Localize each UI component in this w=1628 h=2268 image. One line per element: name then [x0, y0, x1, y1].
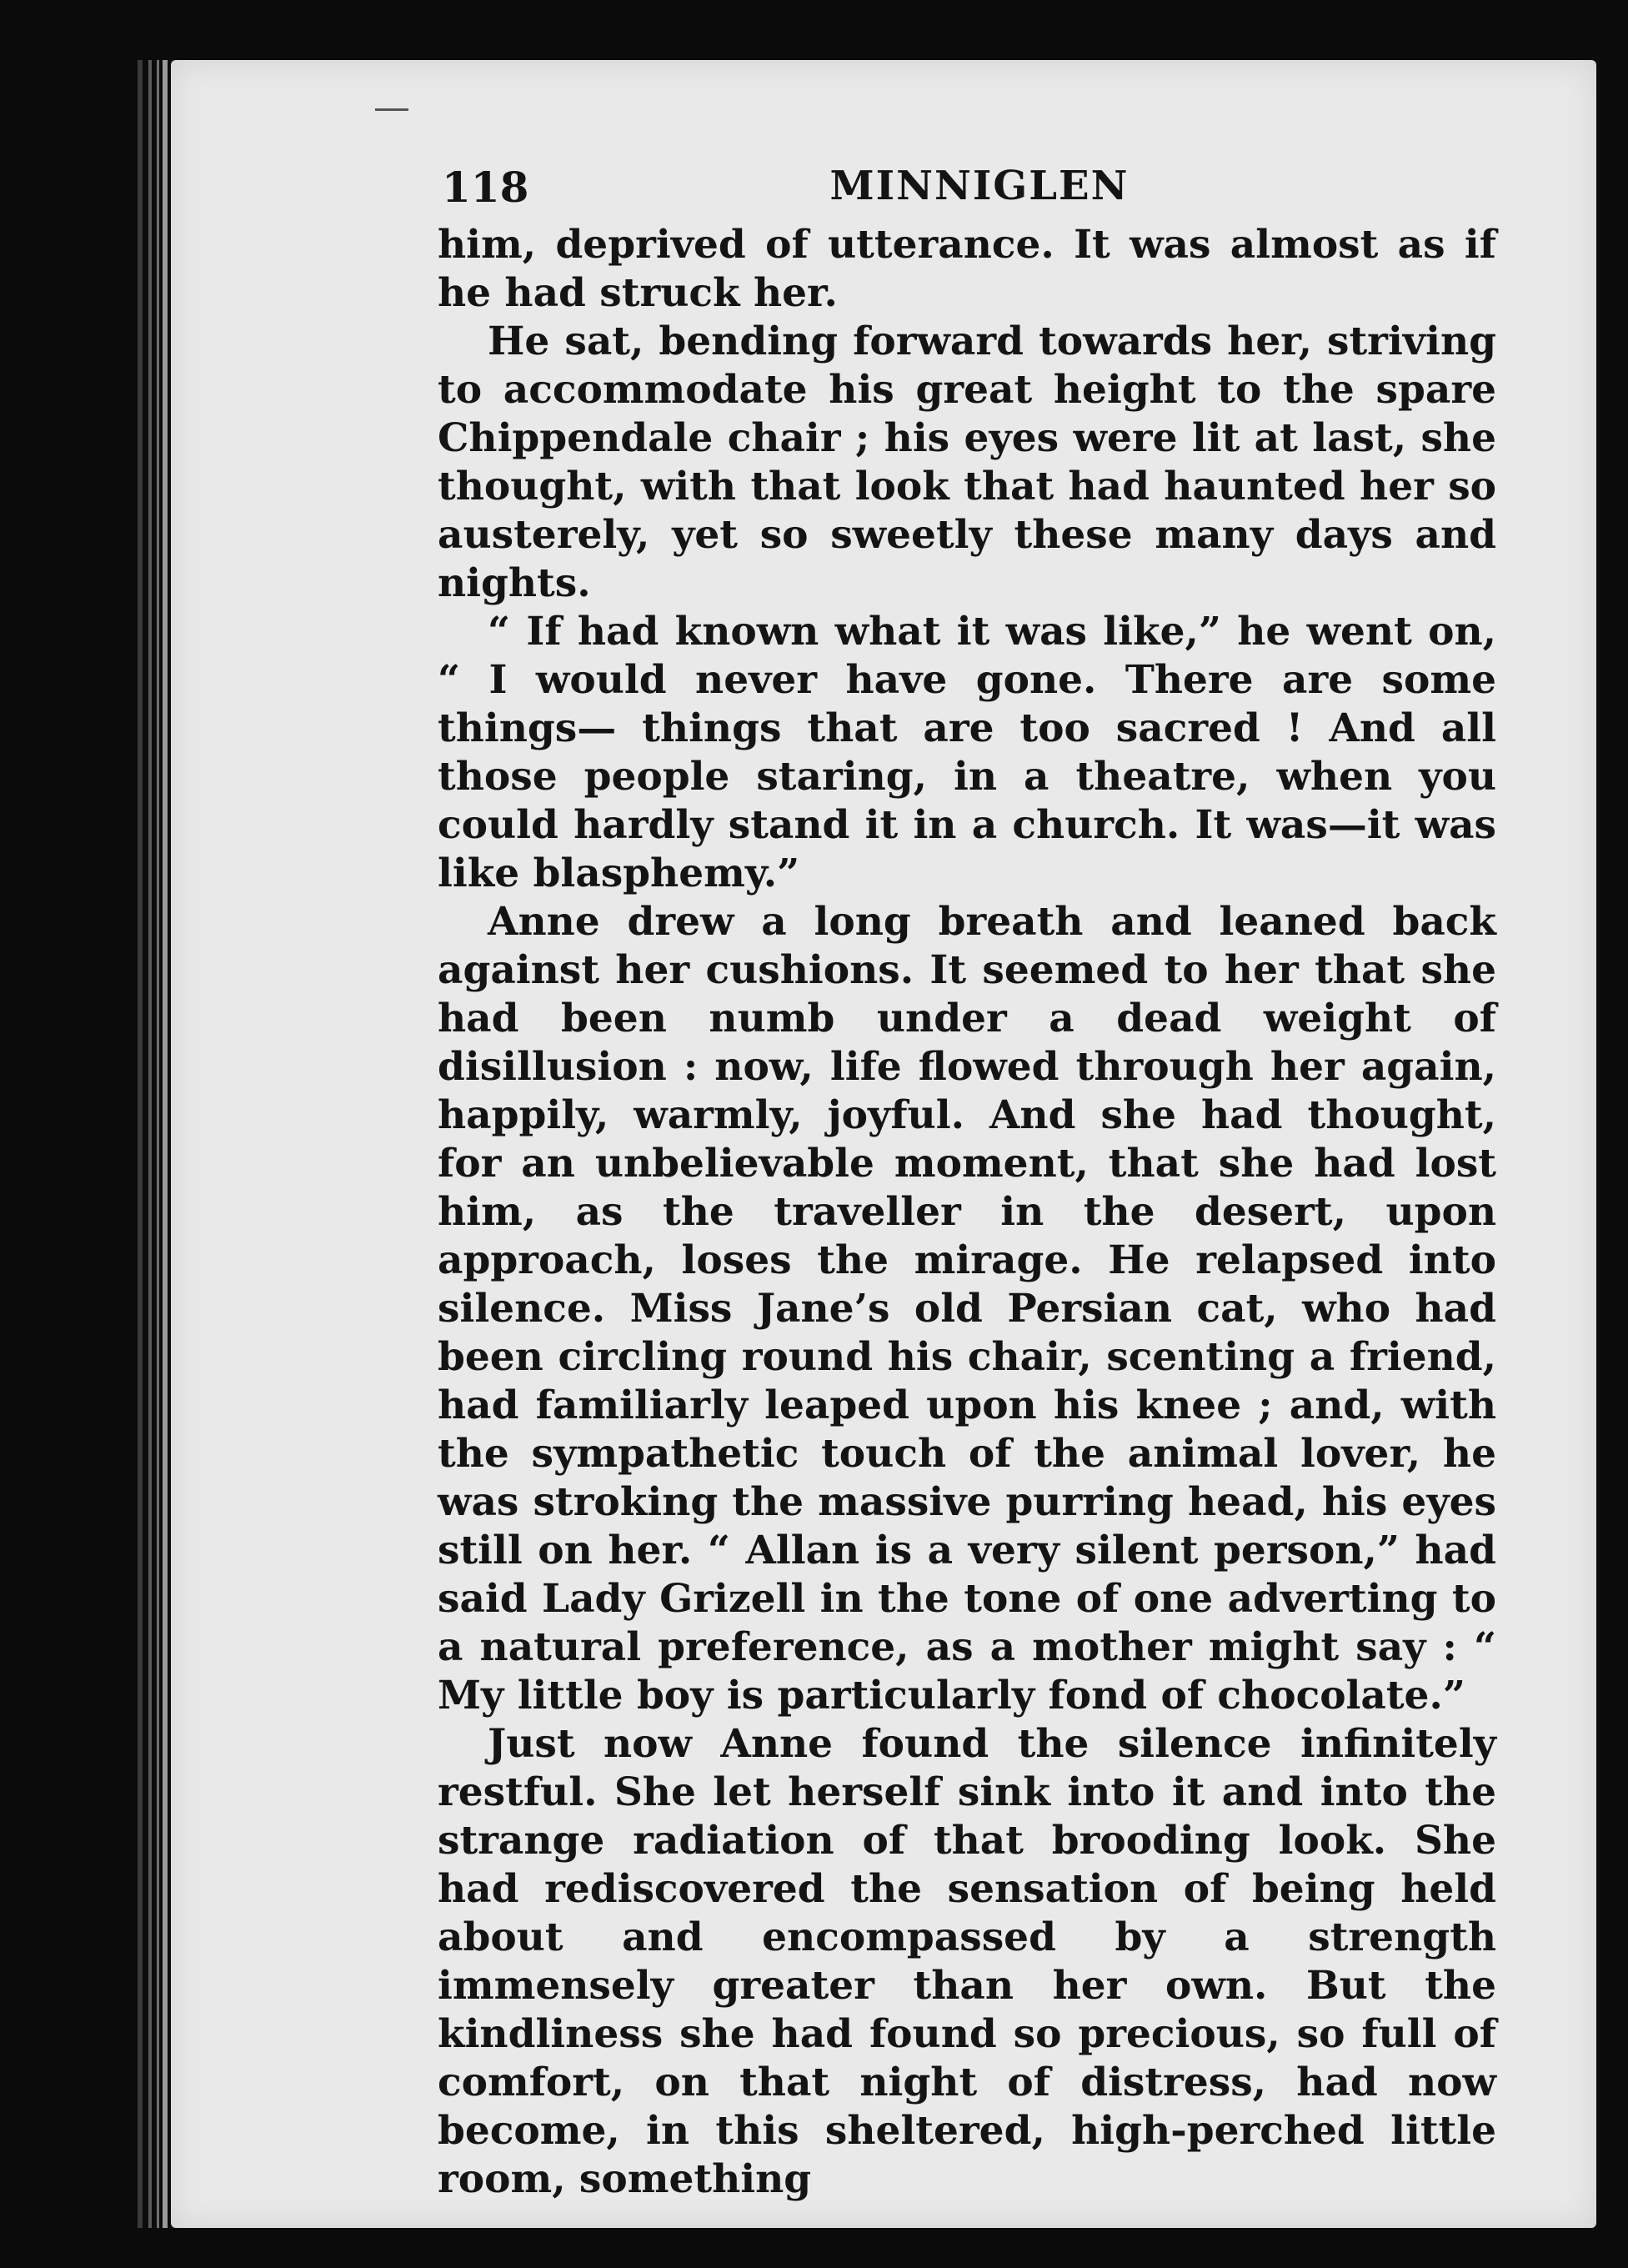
paragraph: him, deprived of utterance. It was almost as if he had struck her.: [438, 222, 1496, 316]
book-spine-edge: [148, 60, 152, 2228]
scan-mark: [375, 108, 408, 111]
running-title: MINNIGLEN: [829, 163, 1130, 209]
paragraph: Just now Anne found the silence infinitely restful. She let herself sink into it and into the strange radiation of that brooding look. She had rediscovered the sensation of being held about and encompassed by a strength immensely greater than her own. But the kindliness she had found so precious, so full of comfort, on that night of distress, had now become, in this sheltered, high-perched little room, something: [438, 1721, 1496, 2202]
paragraph: “ If had known what it was like,” he went on, “ I would never have gone. There are some things— things that are too sacred ! And all those people staring, in a theatre, when you could hardly stand it in a church. It was—it was like blasphemy.”: [438, 609, 1496, 896]
book-spine-edge: [138, 60, 143, 2228]
paragraph: Anne drew a long breath and leaned back against her cushions. It seemed to her that she had been numb under a dead weight of disillusion : now, life flowed through her again, happily, warmly, joyful. And she had thought, for an unbelievable moment, that she had lost him, as the traveller in the desert, upon approach, loses the mirage. He relapsed into silence. Miss Jane’s old Persian cat, who had been circling round his chair, scenting a friend, had familiarly leaped upon his knee ; and, with the sympathetic touch of the animal lover, he was stroking the massive purring head, his eyes still on her. “ Allan is a very silent person,” had said Lady Grizell in the tone of one adverting to a natural preference, as a mother might say : “ My little boy is particularly fond of chocolate.”: [438, 899, 1496, 1719]
paragraph: He sat, bending forward towards her, striving to accommodate his great height to the spare Chippendale chair ; his eyes were lit at last, she thought, with that look that had haunted her so austerely, yet so sweetly these many days and nights.: [438, 319, 1496, 606]
page-number: 118: [442, 163, 529, 212]
body-text: [438, 221, 1496, 2204]
book-spine-edge: [163, 60, 168, 2228]
page-header: [442, 163, 1517, 221]
book-spine-edge: [157, 60, 159, 2228]
